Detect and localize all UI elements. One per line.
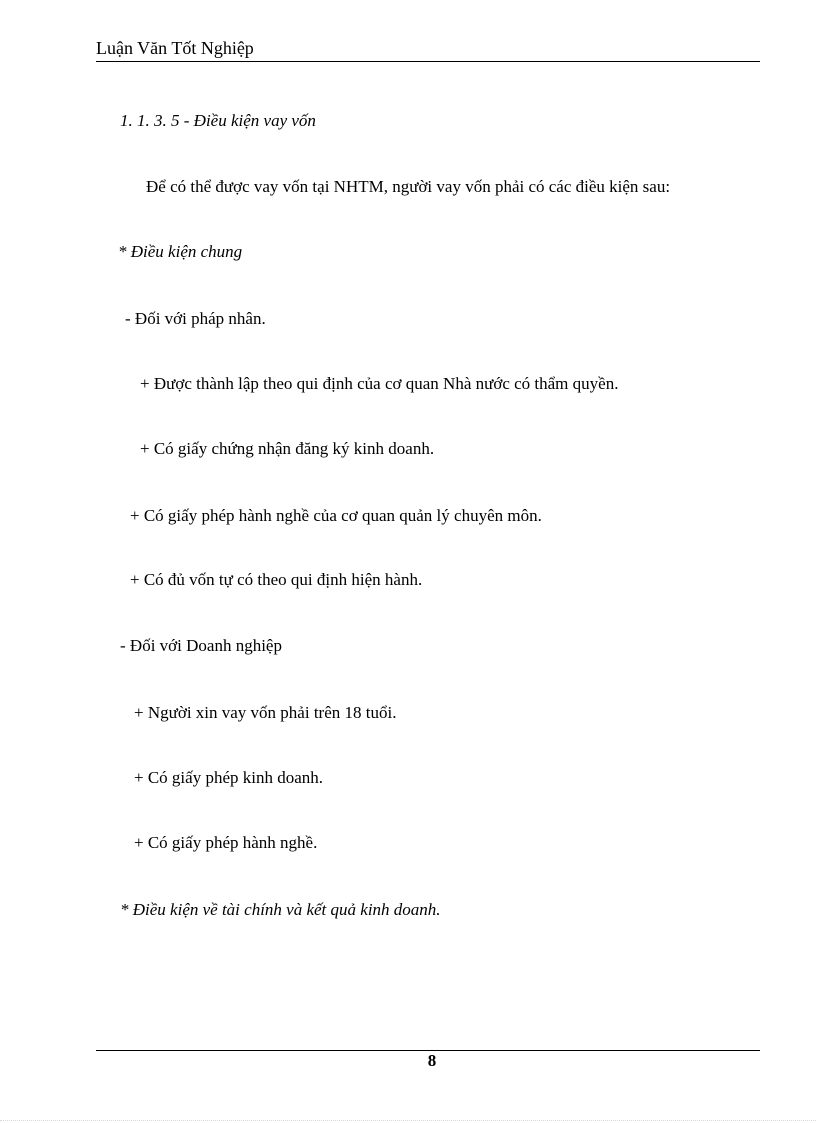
financial-conditions-heading: * Điều kiện về tài chính và kết quả kinh doanh.: [120, 900, 441, 919]
intro-paragraph: Để có thể được vay vốn tại NHTM, người vay vốn phải có các điều kiện sau:: [146, 177, 671, 196]
list-item: + Được thành lập theo qui định của cơ quan Nhà nước có thẩm quyền.: [140, 374, 619, 393]
page-number: 8: [427, 1051, 437, 1070]
header-title: Luận Văn Tốt Nghiệp: [96, 38, 254, 58]
list-item: + Có đủ vốn tự có theo qui định hiện hành.: [130, 570, 423, 589]
list-item: + Có giấy chứng nhận đăng ký kinh doanh.: [140, 439, 435, 458]
list-item: + Có giấy phép hành nghề.: [134, 833, 318, 852]
enterprise-heading: - Đối với Doanh nghiệp: [120, 636, 282, 655]
list-item: + Có giấy phép hành nghề của cơ quan quản lý chuyên môn.: [130, 506, 542, 525]
header-rule: [96, 61, 760, 62]
list-item: + Có giấy phép kinh doanh.: [134, 768, 324, 787]
legal-entity-heading: - Đối với pháp nhân.: [125, 309, 266, 328]
section-heading: 1. 1. 3. 5 - Điều kiện vay vốn: [120, 111, 316, 130]
list-item: + Người xin vay vốn phải trên 18 tuổi.: [134, 703, 397, 722]
page-bottom-edge: [0, 1120, 816, 1121]
general-conditions-heading: * Điều kiện chung: [118, 242, 243, 261]
